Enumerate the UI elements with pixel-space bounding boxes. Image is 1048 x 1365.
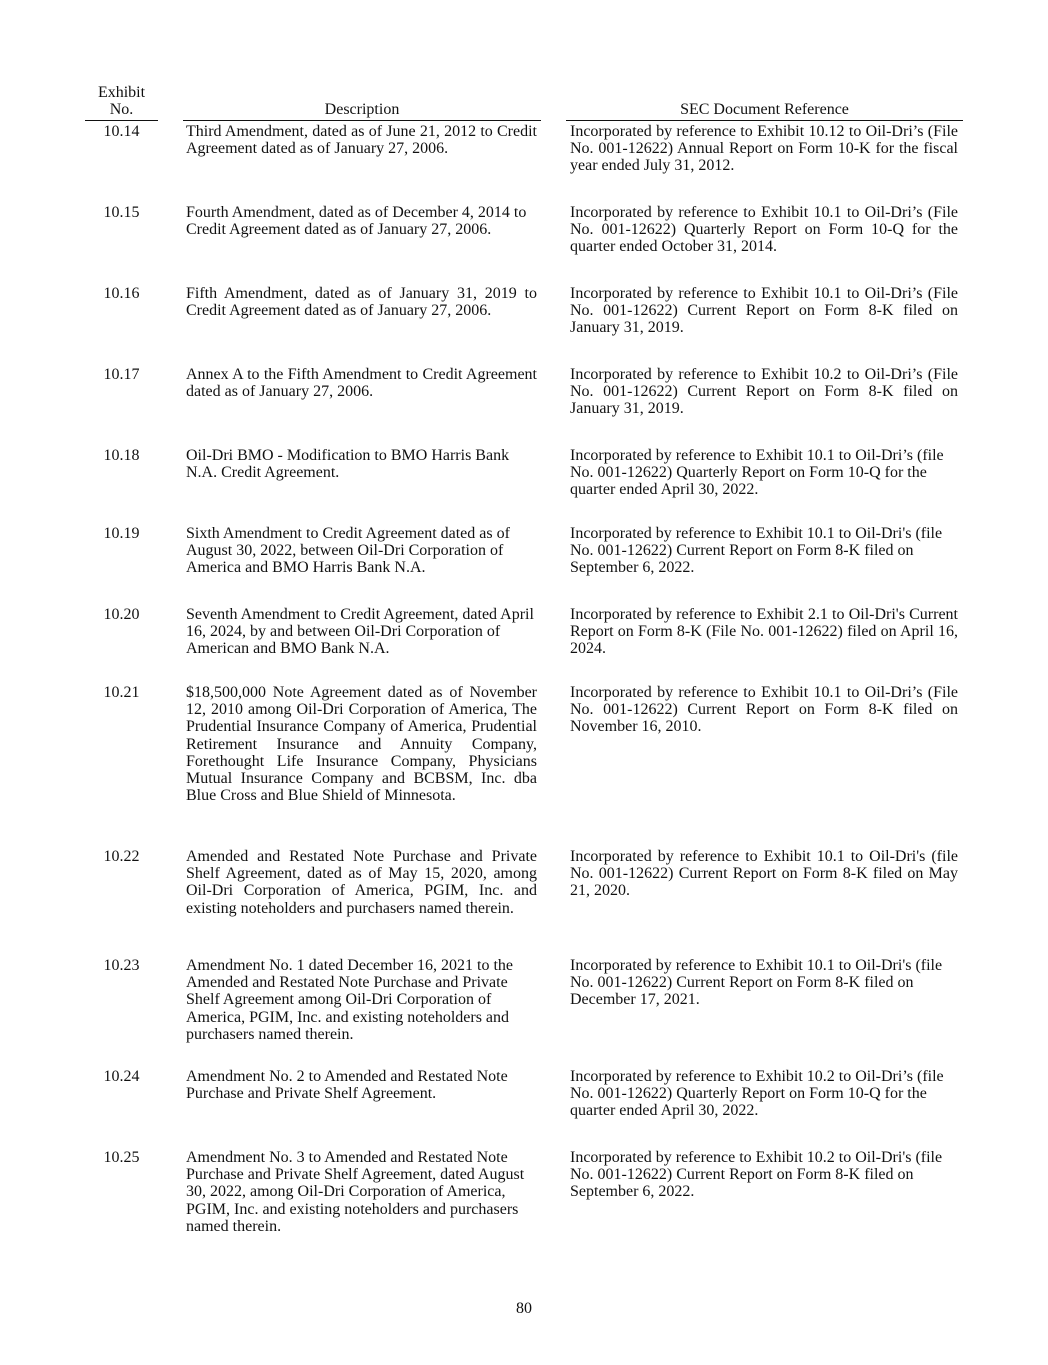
exhibit-number: 10.16 [103, 285, 140, 302]
exhibit-number: 10.15 [103, 204, 140, 221]
exhibit-sec-reference: Incorporated by reference to Exhibit 2.1 to Oil-Dri's Current Report on Form 8-K (File No. 001-12622) filed on April 16, 2024. [570, 606, 958, 658]
exhibit-description: Amendment No. 3 to Amended and Restated Note Purchase and Private Shelf Agreement, dated August 30, 2022, among Oil-Dri Corporation of America, PGIM, Inc. and existing noteholders and purchasers named therein. [186, 1149, 525, 1235]
exhibit-sec-reference: Incorporated by reference to Exhibit 10.12 to Oil-Dri’s (File No. 001-12622) Annual Report on Form 10-K for the fiscal year ended July 31, 2012. [570, 123, 958, 175]
exhibit-number: 10.25 [103, 1149, 140, 1166]
exhibit-sec-reference: Incorporated by reference to Exhibit 10.1 to Oil-Dri's (file No. 001-12622) Current Report on Form 8-K filed on May 21, 2020. [570, 848, 958, 900]
header-exhibit-no [85, 84, 158, 118]
exhibit-sec-reference: Incorporated by reference to Exhibit 10.2 to Oil-Dri’s (File No. 001-12622) Current Report on Form 8-K filed on January 31, 2019. [570, 366, 958, 418]
exhibit-number: 10.18 [103, 447, 140, 464]
exhibit-sec-reference: Incorporated by reference to Exhibit 10.1 to Oil-Dri’s (File No. 001-12622) Current Report on Form 8-K filed on January 31, 2019. [570, 285, 958, 337]
exhibit-number: 10.19 [103, 525, 140, 542]
exhibit-sec-reference: Incorporated by reference to Exhibit 10.1 to Oil-Dri’s (File No. 001-12622) Quarterly Report on Form 10-Q for the quarter ended October 31, 2014. [570, 204, 958, 256]
exhibit-number: 10.20 [103, 606, 140, 623]
exhibit-description: Third Amendment, dated as of June 21, 2012 to Credit Agreement dated as of January 27, 2006. [186, 123, 537, 158]
page-number: 80 [516, 1300, 532, 1317]
exhibit-sec-reference: Incorporated by reference to Exhibit 10.2 to Oil-Dri’s (file No. 001-12622) Quarterly Report on Form 10-Q for the quarter ended April 30, 2022. [570, 1068, 944, 1120]
exhibit-number: 10.24 [103, 1068, 140, 1085]
header-sec-reference: SEC Document Reference [680, 101, 849, 118]
exhibit-number: 10.22 [103, 848, 140, 865]
header-exhibit-line1: Exhibit [97, 84, 146, 101]
exhibit-description: Amendment No. 1 dated December 16, 2021 to the Amended and Restated Note Purchase and Private Shelf Agreement among Oil-Dri Corporation of America, PGIM, Inc. and existing noteholders and purchasers named therein. [186, 957, 514, 1043]
exhibit-description: Oil-Dri BMO - Modification to BMO Harris Bank N.A. Credit Agreement. [186, 447, 510, 482]
header-rule-sec-reference [566, 120, 963, 121]
exhibit-description: Annex A to the Fifth Amendment to Credit Agreement dated as of January 27, 2006. [186, 366, 537, 401]
exhibit-sec-reference: Incorporated by reference to Exhibit 10.1 to Oil-Dri’s (File No. 001-12622) Current Report on Form 8-K filed on November 16, 2010. [570, 684, 958, 736]
exhibit-description: Fifth Amendment, dated as of January 31, 2019 to Credit Agreement dated as of January 27, 2006. [186, 285, 537, 320]
exhibit-sec-reference: Incorporated by reference to Exhibit 10.1 to Oil-Dri’s (file No. 001-12622) Quarterly Report on Form 10-Q for the quarter ended April 30, 2022. [570, 447, 944, 499]
exhibit-sec-reference: Incorporated by reference to Exhibit 10.1 to Oil-Dri's (file No. 001-12622) Current Report on Form 8-K filed on September 6, 2022. [570, 525, 943, 577]
exhibit-sec-reference: Incorporated by reference to Exhibit 10.1 to Oil-Dri's (file No. 001-12622) Current Report on Form 8-K filed on December 17, 2021. [570, 957, 943, 1009]
exhibit-description: Amended and Restated Note Purchase and Private Shelf Agreement, dated as of May 15, 2020, among Oil-Dri Corporation of America, PGIM, Inc. and existing noteholders and purchasers named therein. [186, 848, 537, 917]
exhibit-sec-reference: Incorporated by reference to Exhibit 10.2 to Oil-Dri's (file No. 001-12622) Current Report on Form 8-K filed on September 6, 2022. [570, 1149, 943, 1201]
exhibit-number: 10.23 [103, 957, 140, 974]
exhibit-description: Sixth Amendment to Credit Agreement dated as of August 30, 2022, between Oil-Dri Corporation of America and BMO Harris Bank N.A. [186, 525, 510, 577]
header-exhibit-line2: No. [109, 101, 134, 119]
exhibit-number: 10.17 [103, 366, 140, 383]
exhibit-number: 10.14 [103, 123, 140, 140]
header-rule-description [183, 120, 541, 121]
exhibit-number: 10.21 [103, 684, 140, 701]
header-description: Description [324, 101, 400, 118]
exhibit-description: Fourth Amendment, dated as of December 4, 2014 to Credit Agreement dated as of January 27, 2006. [186, 204, 527, 239]
exhibit-description: Amendment No. 2 to Amended and Restated Note Purchase and Private Shelf Agreement. [186, 1068, 508, 1103]
exhibit-description: $18,500,000 Note Agreement dated as of November 12, 2010 among Oil-Dri Corporation of America, The Prudential Insurance Company of America, Prudential Retirement Insurance and Annuity Company, Forethought Life Insurance Company, Physicians Mutual Insurance Company and BCBSM, Inc. dba Blue Cross and Blue Shield of Minnesota. [186, 684, 537, 805]
exhibit-description: Seventh Amendment to Credit Agreement, dated April 16, 2024, by and between Oil-Dri Corporation of American and BMO Bank N.A. [186, 606, 534, 658]
header-rule-exhibit [85, 120, 158, 121]
